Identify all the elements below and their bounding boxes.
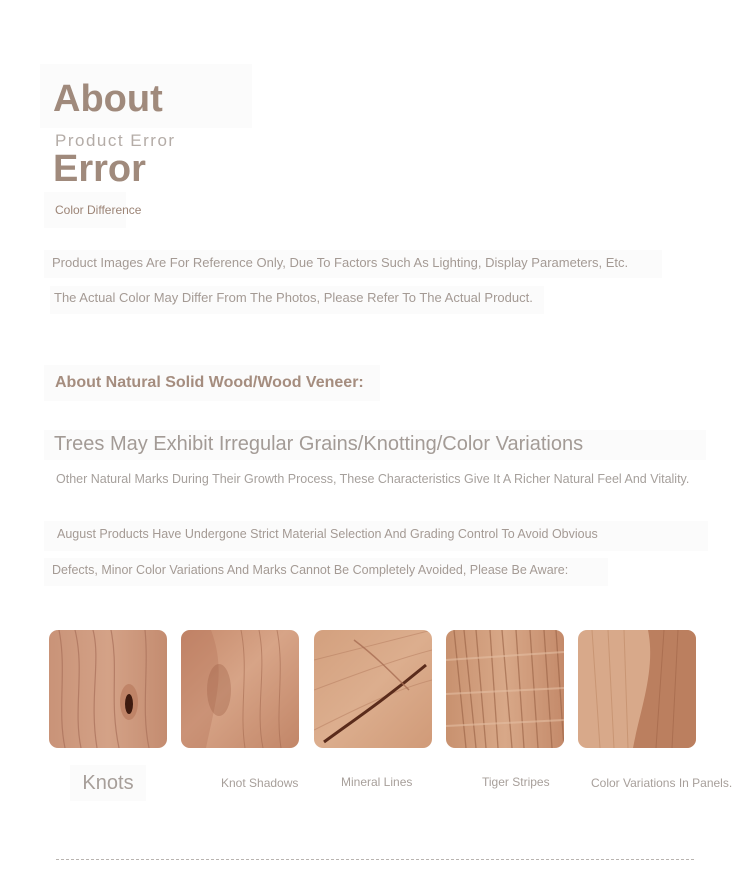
wood-knots-sample <box>49 630 167 748</box>
wood-section-subheading: Trees May Exhibit Irregular Grains/Knotting/Color Variations <box>44 430 706 460</box>
sample-label-tiger-stripes: Tiger Stripes <box>482 775 550 789</box>
wood-note-line-1: Other Natural Marks During Their Growth Process, These Characteristics Give It A Richer Natural Feel And Vitality. <box>56 472 690 486</box>
page-subtitle: Product Error <box>55 131 176 150</box>
wood-mineral-lines-sample <box>314 630 432 748</box>
color-note-line-2: The Actual Color May Differ From The Photos, Please Refer To The Actual Product. <box>50 286 544 314</box>
sample-label-mineral-lines: Mineral Lines <box>341 775 413 789</box>
sample-label-color-variations: Color Variations In Panels. <box>591 776 733 790</box>
wood-section-heading: About Natural Solid Wood/Wood Veneer: <box>44 365 380 401</box>
wood-tiger-stripes-sample <box>446 630 564 748</box>
sample-label-knot-shadows: Knot Shadows <box>221 776 299 790</box>
wood-note-line-2: August Products Have Undergone Strict Material Selection And Grading Control To Avoid Obvious <box>44 521 708 551</box>
wood-note-line-3: Defects, Minor Color Variations And Marks Cannot Be Completely Avoided, Please Be Aware: <box>44 558 608 586</box>
wood-knot-shadows-sample <box>181 630 299 748</box>
color-note-line-1: Product Images Are For Reference Only, Due To Factors Such As Lighting, Display Parameters, Etc. <box>44 250 662 278</box>
wood-color-variation-sample <box>578 630 696 748</box>
page-title: About Error <box>40 64 252 128</box>
color-difference-badge: Color Difference <box>44 192 126 228</box>
sample-label-knots: Knots <box>70 765 146 801</box>
section-divider <box>56 859 694 860</box>
